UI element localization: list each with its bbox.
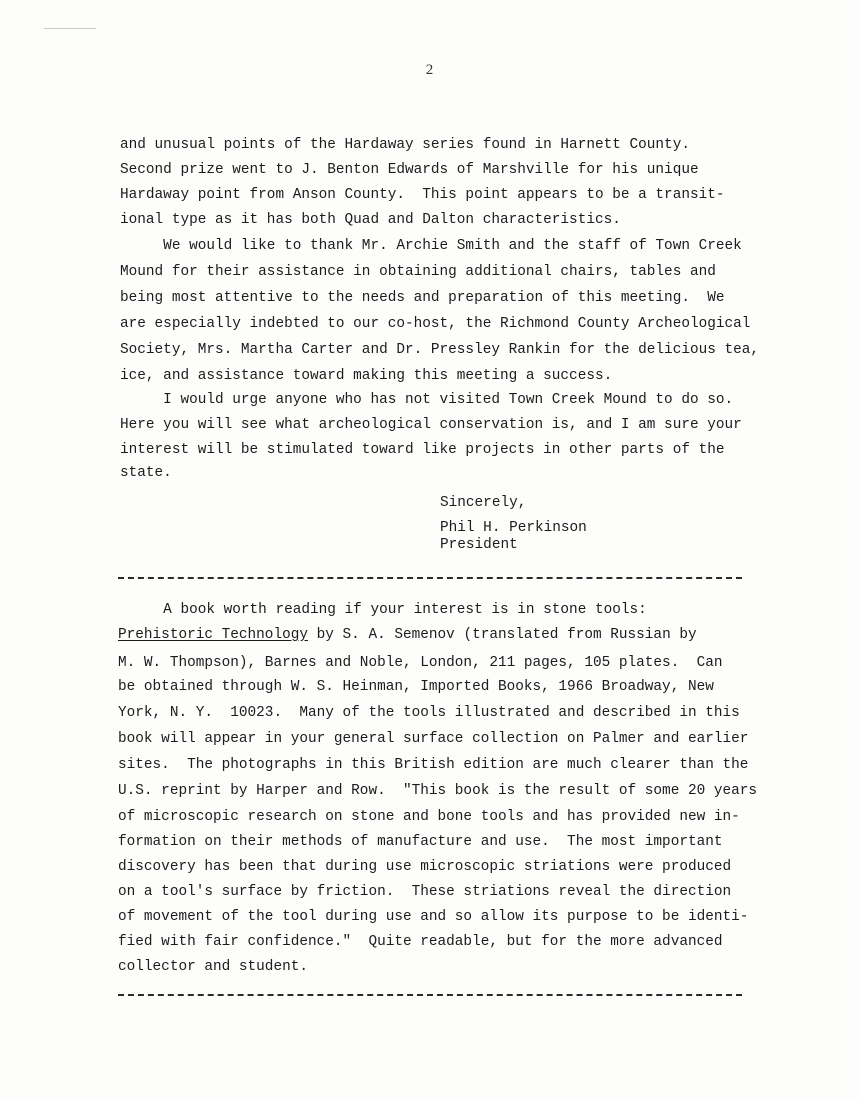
page-number: 2	[425, 62, 434, 78]
text-line: of microscopic research on stone and bone tools and has provided new in-	[118, 809, 740, 825]
text-line: discovery has been that during use microscopic striations were produced	[118, 859, 732, 875]
text-line: sites. The photographs in this British edition are much clearer than the	[118, 757, 749, 773]
text-line: state.	[120, 465, 172, 481]
text-line: and unusual points of the Hardaway series found in Harnett County.	[120, 137, 690, 153]
text-line: of movement of the tool during use and so allow its purpose to be identi-	[118, 909, 749, 925]
signer-title: President	[440, 537, 518, 553]
text-line: U.S. reprint by Harper and Row. "This book is the result of some 20 years	[118, 783, 758, 799]
text-line: fied with fair confidence." Quite readable, but for the more advanced	[118, 934, 723, 950]
signer-name: Phil H. Perkinson	[440, 520, 587, 536]
dashed-divider-bottom	[118, 994, 742, 996]
text-line	[118, 626, 697, 644]
text-segment: by S. A. Semenov (translated from Russian by	[308, 627, 697, 643]
dashed-divider	[118, 577, 742, 579]
scan-mark	[44, 28, 96, 29]
text-line: collector and student.	[118, 959, 308, 975]
text-line: book will appear in your general surface collection on Palmer and earlier	[118, 731, 749, 747]
text-line: are especially indebted to our co-host, the Richmond County Archeological	[120, 316, 751, 332]
text-line: Hardaway point from Anson County. This point appears to be a transit-	[120, 187, 725, 203]
text-line: being most attentive to the needs and preparation of this meeting. We	[120, 290, 725, 306]
text-line: Here you will see what archeological conservation is, and I am sure your	[120, 417, 742, 433]
text-line: formation on their methods of manufacture and use. The most important	[118, 834, 723, 850]
text-line: A book worth reading if your interest is in stone tools:	[120, 602, 647, 618]
text-line: Society, Mrs. Martha Carter and Dr. Pressley Rankin for the delicious tea,	[120, 342, 760, 358]
book-title: Prehistoric Technology	[118, 627, 308, 643]
text-line: interest will be stimulated toward like projects in other parts of the	[120, 442, 725, 458]
text-line: I would urge anyone who has not visited Town Creek Mound to do so.	[120, 392, 734, 408]
text-line: ional type as it has both Quad and Dalton characteristics.	[120, 212, 621, 228]
closing: Sincerely,	[440, 495, 527, 511]
text-line: We would like to thank Mr. Archie Smith and the staff of Town Creek	[120, 238, 742, 254]
text-line: be obtained through W. S. Heinman, Imported Books, 1966 Broadway, New	[118, 679, 714, 695]
text-line: ice, and assistance toward making this meeting a success.	[120, 368, 613, 384]
text-line: Mound for their assistance in obtaining additional chairs, tables and	[120, 264, 716, 280]
text-line: York, N. Y. 10023. Many of the tools illustrated and described in this	[118, 705, 740, 721]
text-line: M. W. Thompson), Barnes and Noble, London, 211 pages, 105 plates. Can	[118, 655, 723, 671]
text-line: on a tool's surface by friction. These striations reveal the direction	[118, 884, 732, 900]
text-line: Second prize went to J. Benton Edwards of Marshville for his unique	[120, 162, 699, 178]
